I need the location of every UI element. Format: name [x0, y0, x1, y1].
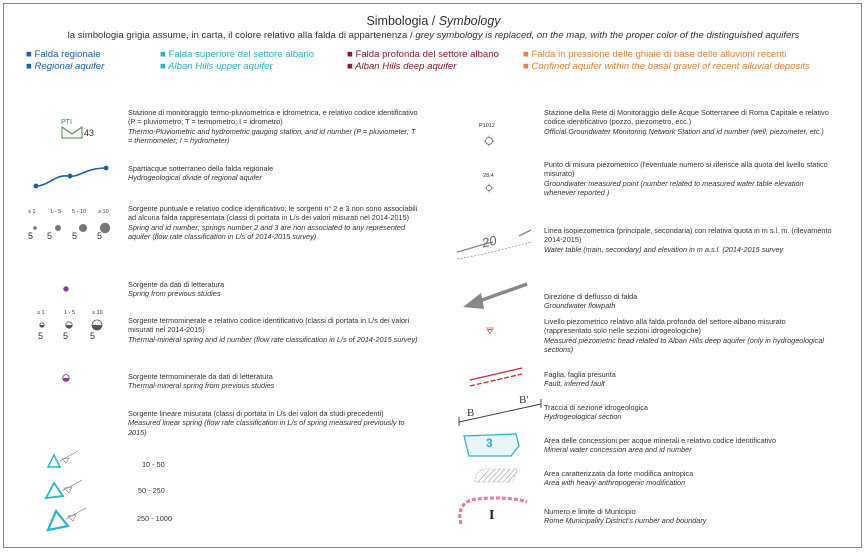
concession-it: Area delle concessioni per acque minerali e relativo codice identificativo: [544, 436, 777, 445]
thermal-lit-description: [128, 372, 418, 391]
section-label-a: B: [467, 407, 475, 419]
deep-head-en: Measured piezometric head related to Alban Hills deep aquifer (only in hydrogeological sections): [544, 335, 825, 355]
spring-num-4: 5: [97, 231, 103, 241]
piezo-point-it: Punto di misura piezometrico (l'eventuale numero si riferisce alla quota del livello statico misurato): [544, 160, 828, 179]
anthropic-description: [544, 469, 834, 488]
municipio-it: Numero e limite di Municipio: [544, 507, 636, 516]
linear-en: Measured linear spring (flow rate classification in L/s of spring measured previously to 2015): [128, 418, 405, 437]
linear-spring-description: [128, 409, 418, 437]
thermal-num-1: 5: [38, 331, 44, 341]
municipio-description: [544, 507, 834, 526]
fault-lines-icon: [468, 366, 524, 388]
isopiezo-description: [544, 226, 834, 254]
anthropic-it: Area caratterizzata da forte modifica antropica: [544, 469, 694, 478]
deep-head-it: Livello piezometrico relativo alla falda profonda del settore albano misurato (rappresentato solo nelle sezioni idrogeologiche): [544, 317, 786, 336]
deep-head-icon: [485, 327, 495, 335]
spring-class-2: 1 - 5: [50, 209, 62, 215]
thermal-description: [128, 316, 418, 344]
pti-label: PTI: [61, 119, 72, 126]
fault-en: Fault, inferred fault: [544, 379, 605, 389]
station-en: Thermo-Pluviometric and hydrometric gauging station, and id number (P = pluviometer; T = thermometer; I = hydrometer): [128, 126, 416, 146]
spring-class-1: ≤ 1: [28, 209, 36, 215]
linear-class-3: 250 - 1000: [137, 514, 172, 523]
fault-it: Faglia, faglia presunta: [544, 370, 616, 379]
linear-class-2: 50 - 250: [138, 486, 165, 495]
aquifer-alban-deep: ■ Falda profonda del settore albano ■ Alban Hills deep aquifer: [347, 49, 499, 72]
aquifer-regional-en: Regional aquifer: [34, 61, 105, 72]
aquifer-confined-it: Falda in pressione delle ghiaie di base delle alluvioni recenti: [531, 49, 787, 60]
flowpath-en: Groundwater flowpath: [544, 301, 616, 311]
municipio-label: I: [489, 508, 495, 523]
station-it: Stazione di monitoraggio termo-pluviometrica e idrometrica, e relativo codice identificativo (P = pluviometro; T = termometro; I = idrometro): [128, 108, 418, 127]
piezo-point-description: [544, 160, 834, 198]
aquifer-confined-en: Confined aquifer within the basal gravel of recent alluvial deposits: [531, 61, 810, 72]
flowpath-it: Direzione di deflusso di falda: [544, 292, 638, 301]
isopiezo-en: Water table (main, secondary) and elevation in m a.s.l. (2014-2015 survey: [544, 244, 784, 254]
municipio-boundary-icon: [455, 494, 535, 536]
piezo-point-icon: [484, 183, 494, 193]
aquifer-upper-en: Alban Hills upper aquifer: [168, 61, 273, 72]
isopiezo-it: Linea isopiezometrica (principale, secondaria) con relativa quota in m s.l. m. (rilevamento 2014-2015): [544, 226, 832, 245]
spring-lit-it: Sorgente da dati di letteratura: [128, 280, 225, 289]
network-station-label: P1012: [479, 123, 495, 129]
divide-en: Hydrogeological divide of regional aquifer: [128, 173, 262, 183]
spring-en: Spring and id number; springs number 2 and 3 are non associated to any represented aquifer (flow rate classification in L/s of 2014-2015 survey): [128, 222, 406, 242]
spring-lit-description: [128, 280, 418, 299]
linear-spring-small-icon: [40, 447, 86, 471]
isopiezo-label: 20: [480, 232, 499, 251]
section-label-b: B': [519, 394, 529, 406]
concession-en: Mineral water concession area and id number: [544, 445, 692, 455]
divide-description: [128, 164, 418, 183]
fault-description: [544, 370, 834, 389]
spring-num-1: 5: [28, 231, 34, 241]
title-it: Simbologia /: [366, 14, 439, 28]
thermal-it: Sorgente termominerale e relativo codice identificativo (classi di portata in L/s dei valori misurati nel 2014-2015): [128, 316, 410, 335]
spring-description: [128, 204, 418, 242]
aquifer-regional: ■ Falda regionale ■ Regional aquifer: [26, 49, 105, 72]
linear-it: Sorgente lineare misurata (classi di portata in L/s dei valori da studi precedenti): [128, 409, 384, 418]
spring-lit-en: Spring from previous studies: [128, 289, 221, 299]
divide-line-icon: [34, 164, 114, 190]
thermal-spring-icon: [61, 373, 71, 383]
subtitle-it: la simbologia grigia assume, in carta, il colore relativo alla falda di appartenenza /: [67, 30, 416, 41]
network-station-icon: [483, 135, 495, 147]
divide-it: Spartiacque sotterraneo della falda regionale: [128, 164, 274, 173]
concession-label: 3: [486, 436, 493, 450]
page-subtitle: [0, 30, 867, 41]
piezo-point-en: Groundwater measured point (number related to measured water table elevation whenever reported ): [544, 178, 804, 198]
legend-frame: [3, 3, 862, 548]
linear-spring-medium-icon: [42, 476, 88, 502]
aquifer-upper-it: Falda superiore del settore albano: [168, 49, 315, 60]
page-title: [0, 14, 867, 28]
aquifer-confined: ■ Falda in pressione delle ghiaie di base delle alluvioni recenti ■ Confined aquifer within the basal gravel of recent alluvial deposits: [523, 49, 810, 72]
spring-class-4: ≥ 10: [98, 209, 109, 215]
aquifer-deep-en: Alban Hills deep aquifer: [355, 61, 457, 72]
section-description: [544, 403, 834, 422]
spring-class-3: 5 - 10: [72, 209, 87, 215]
section-en: Hydrogeological section: [544, 412, 622, 422]
network-en: Official Groundwater Monitoring Network Station and id number (well, piezometer, etc.): [544, 126, 824, 136]
thermal-class-3: ≥ 10: [92, 310, 103, 316]
spring-dot-icon: [62, 285, 70, 293]
spring-num-3: 5: [72, 231, 78, 241]
municipio-en: Rome Municipality District's number and boundary: [544, 516, 707, 526]
anthropic-en: Area with heavy anthropogenic modification: [544, 478, 686, 488]
spring-it: Sorgente puntuale e relativo codice identificativo; le sorgenti n° 2 e 3 non sono associabili ad alcuna falda rappresentata (classi di portata in L/s dei valori misurati nel 2014-2015): [128, 204, 418, 223]
flow-arrow-icon: [455, 282, 531, 316]
aquifer-deep-it: Falda profonda del settore albano: [355, 49, 499, 60]
thermal-lit-it: Sorgente termominerale da dati di letteratura: [128, 372, 273, 381]
concession-description: [544, 436, 834, 455]
thermal-num-2: 5: [63, 331, 69, 341]
section-it: Traccia di sezione idrogeologica: [544, 403, 648, 412]
subtitle-en: grey symbology is replaced, on the map, with the proper color of the distinguished aquifers: [415, 30, 800, 41]
network-it: Stazione della Rete di Monitoraggio delle Acque Sotterranee di Roma Capitale e relativo codice identificativo (pozzo, piezometro, ecc.): [544, 108, 829, 127]
network-description: [544, 108, 834, 136]
hatched-area-icon: [473, 466, 521, 486]
thermal-class-1: ≤ 1: [37, 310, 45, 316]
thermal-spring-size-icons: [36, 318, 116, 336]
station-description: [128, 108, 418, 146]
aquifer-regional-it: Falda regionale: [34, 49, 101, 60]
linear-class-1: 10 - 50: [142, 460, 165, 469]
aquifer-alban-upper: ■ Falda superiore del settore albano ■ Alban Hills upper aquifer: [160, 49, 315, 72]
piezo-point-label: 28,4: [483, 173, 494, 179]
title-en: Symbology: [438, 14, 501, 28]
thermal-class-2: 1 - 5: [64, 310, 76, 316]
thermal-num-3: 5: [90, 331, 96, 341]
spring-num-2: 5: [47, 231, 53, 241]
flowpath-description: [544, 292, 834, 311]
linear-spring-large-icon: [44, 504, 90, 534]
thermal-lit-en: Thermal-mineral spring from previous studies: [128, 381, 275, 391]
deep-head-description: [544, 317, 834, 355]
pti-number: 43: [84, 128, 95, 138]
thermal-en: Thermal-mineral spring and id number (flow rate classification in L/s of 2014-2015 survey): [128, 334, 418, 344]
